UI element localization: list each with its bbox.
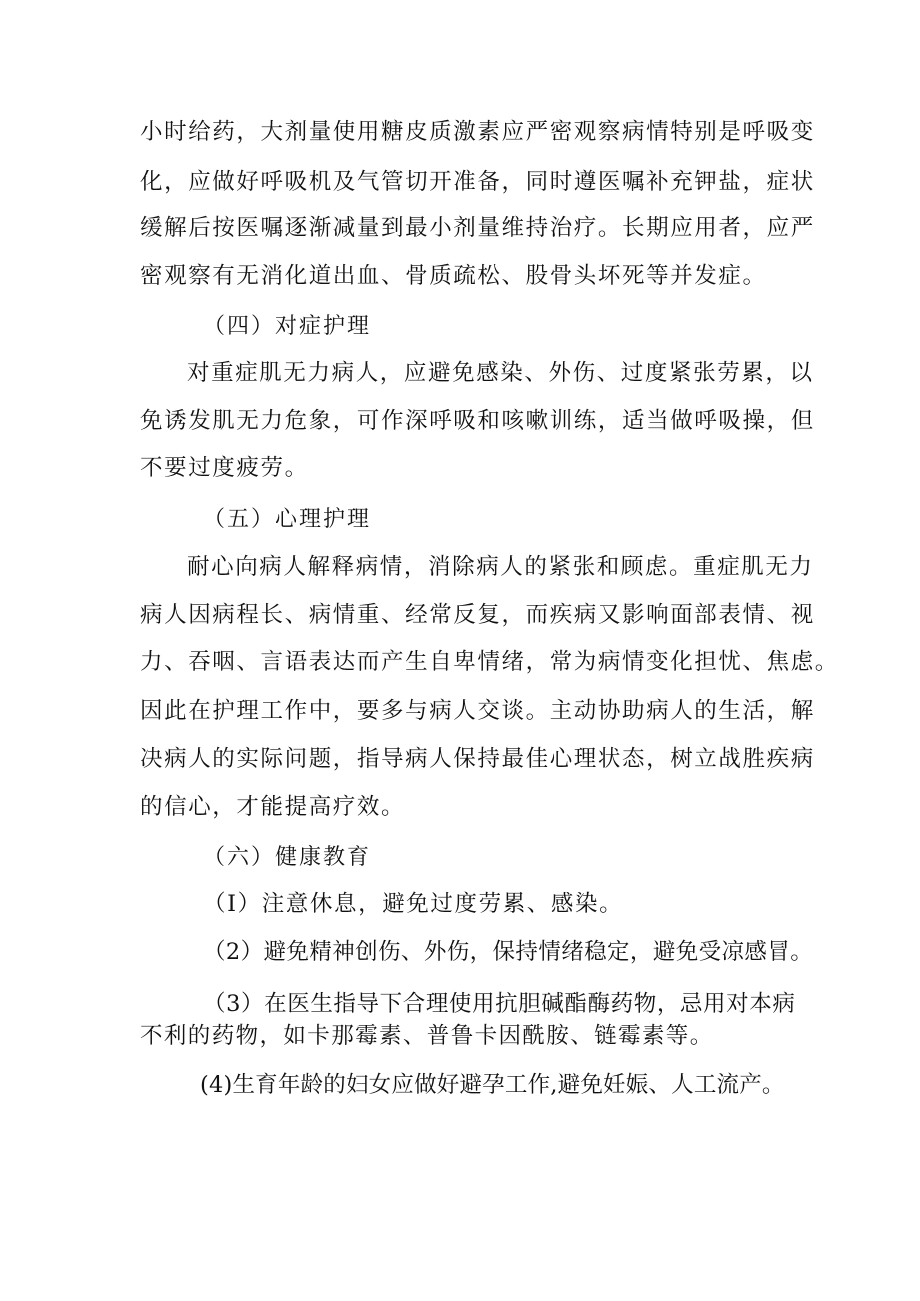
paragraph-line: 密观察有无消化道出血、骨质疏松、股骨头坏死等并发症。 xyxy=(140,263,767,289)
paragraph-line: 的信心，才能提高疗效。 xyxy=(140,794,406,820)
paragraph-line: 小时给药，大剂量使用糖皮质激素应严密观察病情特别是呼吸变 xyxy=(140,119,815,145)
paragraph-line: 病人因病程长、病情重、经常反复，而疾病又影响面部表情、视 xyxy=(140,602,815,628)
list-item: （3）在医生指导下合理使用抗胆碱酯酶药物，忌用对本病 xyxy=(203,991,796,1017)
paragraph-line: 缓解后按医嘱逐渐减量到最小剂量维持治疗。长期应用者，应严 xyxy=(140,215,815,241)
paragraph-line: 耐心向病人解释病情，消除病人的紧张和顾虑。重症肌无力 xyxy=(187,554,814,580)
section-heading-psychological-care: （五）心理护理 xyxy=(203,507,372,532)
list-item: (4)生育年龄的妇女应做好避孕工作,避免妊娠、人工流产。 xyxy=(200,1072,785,1098)
paragraph-line: 不要过度疲劳。 xyxy=(140,455,309,481)
list-item: 不利的药物，如卡那霉素、普鲁卡因酰胺、链霉素等。 xyxy=(140,1023,714,1049)
paragraph-line: 因此在护理工作中，要多与病人交谈。主动协助病人的生活，解 xyxy=(140,698,815,724)
section-heading-symptomatic-care: （四）对症护理 xyxy=(203,314,372,339)
paragraph-line: 决病人的实际问题，指导病人保持最佳心理状态，树立战胜疾病 xyxy=(140,746,815,772)
paragraph-line: 化，应做好呼吸机及气管切开准备，同时遵医嘱补充钾盐，症状 xyxy=(140,169,815,195)
paragraph-line: 免诱发肌无力危象，可作深呼吸和咳嗽训练，适当做呼吸操，但 xyxy=(140,408,815,434)
list-item: （I）注意休息，避免过度劳累、感染。 xyxy=(203,891,624,917)
paragraph-line: 对重症肌无力病人，应避免感染、外伤、过度紧张劳累，以 xyxy=(187,360,814,386)
section-heading-health-education: （六）健康教育 xyxy=(203,845,372,870)
paragraph-line: 力、吞咽、言语表达而产生自卑情绪，常为病情变化担忧、焦虑。 xyxy=(140,649,839,675)
list-item: （2）避免精神创伤、外伤，保持情绪稳定，避免受凉感冒。 xyxy=(203,939,814,965)
